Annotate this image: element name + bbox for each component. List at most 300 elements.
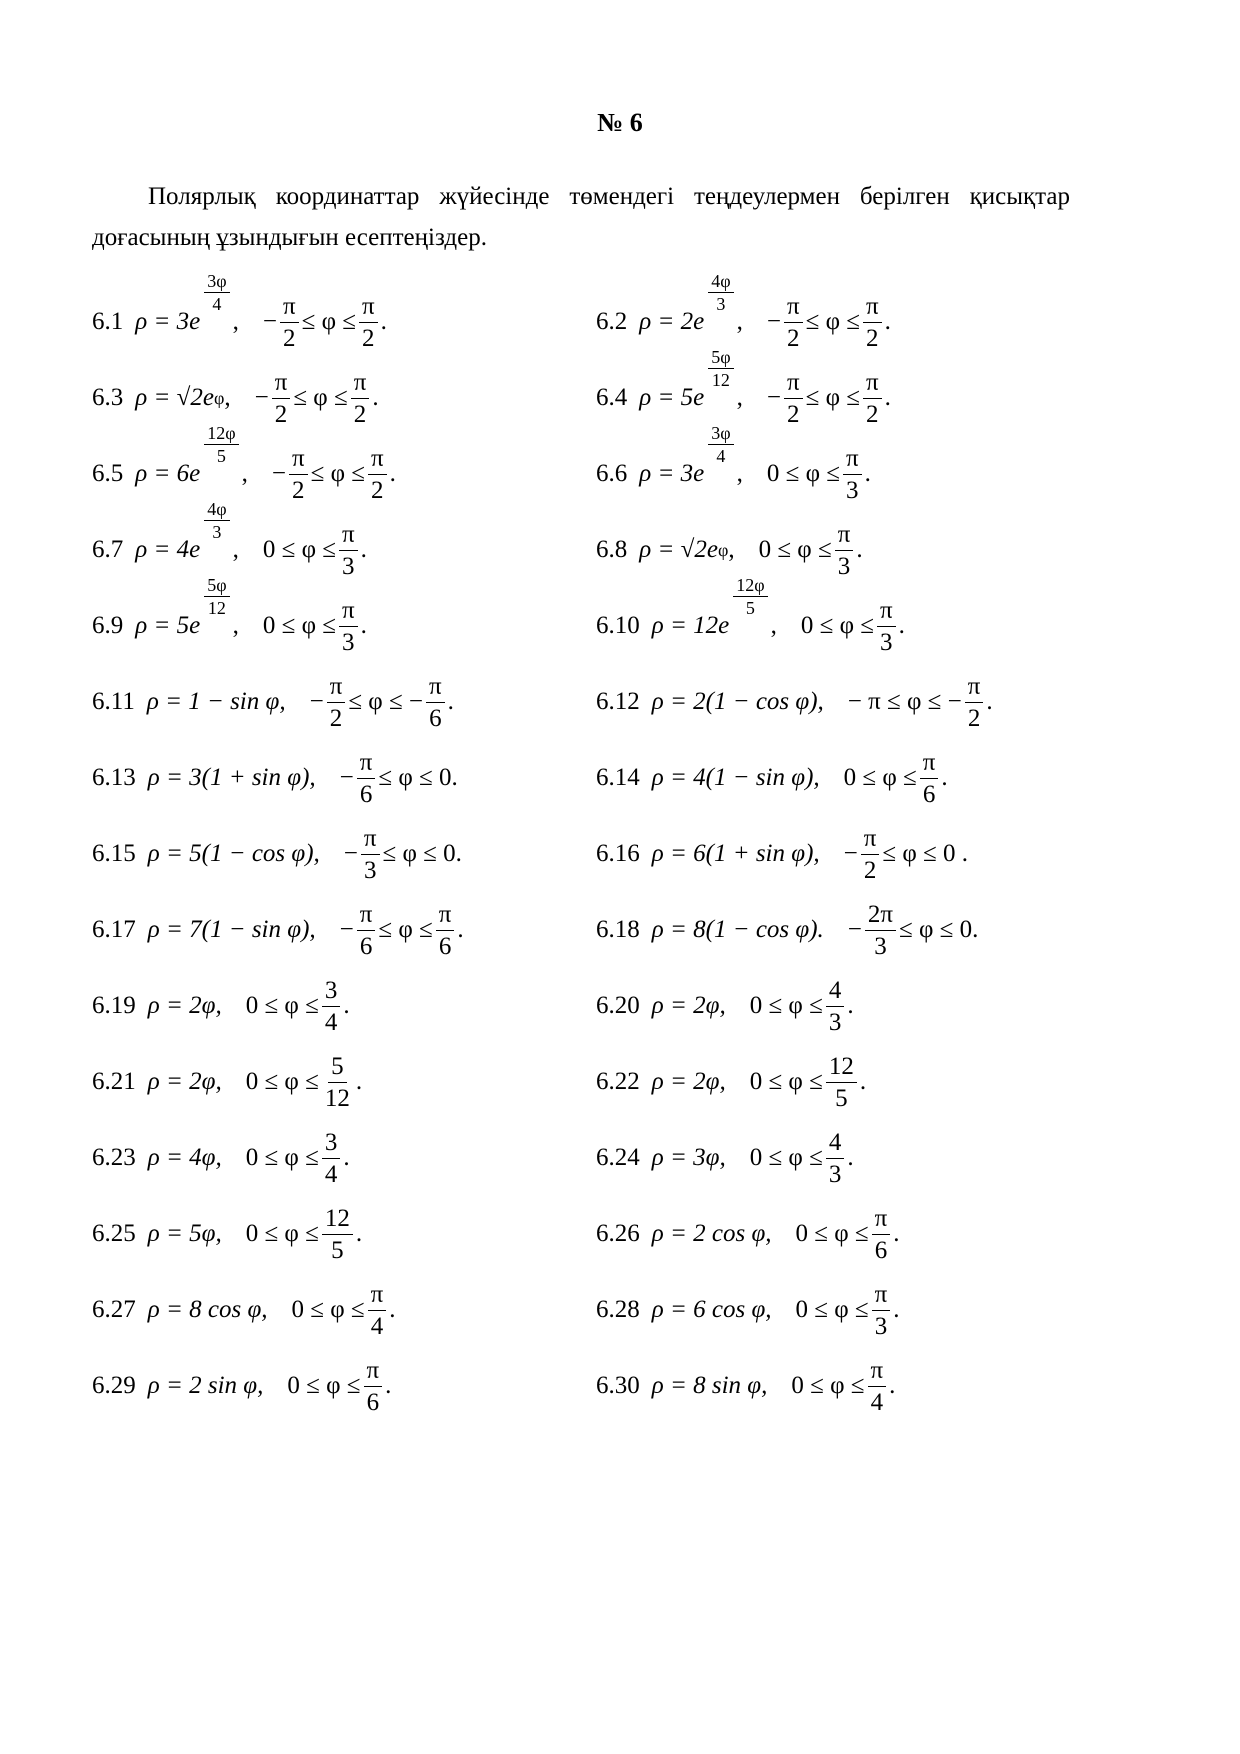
range-upper-fraction-numerator: π xyxy=(436,902,455,931)
range-upper-fraction-denominator: 3 xyxy=(846,476,859,504)
angle-range xyxy=(287,1358,391,1415)
range-upper-fraction-denominator: 6 xyxy=(366,1388,380,1416)
problem-number: 6.5 xyxy=(92,460,124,487)
angle-range xyxy=(292,1282,396,1339)
problem-number: 6.8 xyxy=(596,536,628,563)
range-prefix: − xyxy=(766,308,781,335)
equation-lhs: ρ = 5φ, xyxy=(147,1220,222,1247)
range-upper-fraction xyxy=(322,1206,353,1263)
range-suffix: . xyxy=(884,308,891,335)
range-upper-fraction-denominator: 2 xyxy=(967,704,981,732)
range-prefix: 0 ≤ φ ≤ xyxy=(262,612,336,639)
range-upper-fraction-numerator: π xyxy=(872,1206,891,1235)
range-upper-fraction-denominator: 2 xyxy=(371,476,384,504)
range-suffix: . xyxy=(343,992,350,1019)
problem-number: 6.9 xyxy=(92,612,124,639)
equation-lhs: ρ = 7(1 − sin φ), xyxy=(147,916,316,943)
range-lower-fraction-denominator: 2 xyxy=(787,400,800,428)
exponent-fraction-denominator: 4 xyxy=(212,293,222,314)
equation-lhs: ρ = 5e xyxy=(639,384,705,411)
range-upper-fraction-numerator: 4 xyxy=(826,1130,845,1159)
angle-range xyxy=(844,826,968,883)
equation-lhs: ρ = 6(1 + sin φ), xyxy=(651,840,820,867)
range-lower-fraction-denominator: 2 xyxy=(787,324,800,352)
range-suffix: . xyxy=(893,1296,900,1323)
exponent xyxy=(705,348,736,389)
problem-number: 6.26 xyxy=(596,1220,640,1247)
problem-number: 6.1 xyxy=(92,308,124,335)
range-upper-fraction xyxy=(436,902,455,959)
equation-lhs: ρ = 5(1 − cos φ), xyxy=(147,840,320,867)
angle-range xyxy=(767,446,871,503)
range-upper-fraction-numerator: π xyxy=(426,674,445,703)
range-upper-fraction-denominator: 3 xyxy=(880,628,893,656)
range-lower-fraction-numerator: π xyxy=(272,370,291,399)
range-upper-fraction-numerator: 4 xyxy=(826,978,845,1007)
range-prefix: 0 ≤ φ ≤ xyxy=(766,460,840,487)
equation-lhs: ρ = 2φ, xyxy=(147,992,222,1019)
problem-6-17 xyxy=(92,894,464,966)
problem-number: 6.6 xyxy=(596,460,628,487)
range-upper-fraction xyxy=(872,1282,891,1339)
page-title: № 6 xyxy=(597,108,643,137)
range-suffix: . xyxy=(898,612,905,639)
range-upper-fraction-denominator: 2 xyxy=(353,400,367,428)
range-upper-fraction-denominator: 4 xyxy=(324,1008,338,1036)
range-lower-fraction-numerator: π xyxy=(327,674,346,703)
range-lower-fraction-denominator: 6 xyxy=(359,780,373,808)
equation-lhs: ρ = 2φ, xyxy=(651,992,726,1019)
range-upper-fraction-denominator: 3 xyxy=(828,1008,842,1036)
equation-lhs: ρ = 6e xyxy=(135,460,201,487)
range-upper-fraction-numerator: π xyxy=(965,674,984,703)
range-suffix: . xyxy=(355,1068,363,1095)
range-upper-fraction xyxy=(826,978,845,1035)
exponent-fraction-numerator: 12φ xyxy=(733,576,767,597)
range-suffix: . xyxy=(859,1068,867,1095)
range-upper-fraction-denominator: 6 xyxy=(438,932,452,960)
range-upper-fraction-numerator: π xyxy=(364,1358,383,1387)
range-prefix: 0 ≤ φ ≤ xyxy=(791,1372,865,1399)
range-upper-fraction-numerator: π xyxy=(368,446,387,475)
problem-6-13 xyxy=(92,742,458,814)
range-middle: ≤ φ ≤ 0. xyxy=(382,840,462,867)
equation xyxy=(652,916,824,944)
range-upper-fraction-denominator: 5 xyxy=(835,1084,848,1112)
range-lower-fraction-numerator: π xyxy=(784,294,803,323)
range-upper-fraction-numerator: π xyxy=(339,598,358,627)
angle-range xyxy=(340,750,458,807)
range-prefix: 0 ≤ φ ≤ xyxy=(843,764,917,791)
equation-tail: , xyxy=(232,536,239,563)
range-upper-fraction-numerator: π xyxy=(868,1358,887,1387)
equation-lhs: ρ = 3(1 + sin φ), xyxy=(147,764,316,791)
range-upper-fraction-denominator: 3 xyxy=(874,1312,888,1340)
range-lower-fraction xyxy=(861,826,880,883)
equation-lhs: ρ = 1 − sin φ, xyxy=(146,688,286,715)
angle-range xyxy=(801,598,905,655)
exponent xyxy=(705,424,736,465)
range-suffix: . xyxy=(856,536,863,563)
problem-number: 6.25 xyxy=(92,1220,136,1247)
equation-lhs: ρ = 4e xyxy=(135,536,201,563)
problem-number: 6.19 xyxy=(92,992,136,1019)
range-lower-fraction xyxy=(327,674,346,731)
range-suffix: . xyxy=(893,1220,900,1247)
exponent-fraction-numerator: 4φ xyxy=(204,500,229,521)
equation-tail: , xyxy=(241,460,248,487)
range-middle: ≤ φ ≤ xyxy=(293,384,348,411)
angle-range xyxy=(848,902,979,959)
equation-tail: , xyxy=(770,612,777,639)
range-prefix: − xyxy=(843,840,858,867)
angle-range xyxy=(263,522,367,579)
range-upper-fraction-denominator: 3 xyxy=(342,628,355,656)
problem-6-15 xyxy=(92,818,462,890)
range-suffix: . xyxy=(941,764,948,791)
equation-lhs: ρ = 2 cos φ, xyxy=(651,1220,772,1247)
range-upper-fraction xyxy=(339,598,358,655)
problem-number: 6.7 xyxy=(92,536,124,563)
angle-range xyxy=(750,1054,866,1111)
angle-range xyxy=(246,1054,362,1111)
equation-lhs: ρ = 2φ, xyxy=(147,1068,222,1095)
range-upper-fraction xyxy=(835,522,854,579)
range-lower-fraction-numerator: π xyxy=(784,370,803,399)
equation xyxy=(148,764,316,792)
equation-lhs: ρ = 5e xyxy=(135,612,201,639)
range-upper-fraction xyxy=(322,1054,353,1111)
problem-number: 6.23 xyxy=(92,1144,136,1171)
angle-range xyxy=(263,294,387,351)
range-suffix: . xyxy=(385,1372,392,1399)
range-suffix: . xyxy=(447,688,454,715)
range-suffix: . xyxy=(847,1144,854,1171)
angle-range xyxy=(340,902,464,959)
range-prefix: 0 ≤ φ ≤ xyxy=(245,992,319,1019)
range-middle: ≤ φ ≤ xyxy=(805,384,860,411)
range-lower-fraction-numerator: π xyxy=(357,750,376,779)
exponent xyxy=(201,576,232,617)
range-upper-fraction xyxy=(364,1358,383,1415)
range-middle: ≤ φ ≤ xyxy=(301,308,356,335)
equation-lhs: ρ = 8 sin φ, xyxy=(651,1372,768,1399)
range-lower-fraction-numerator: 2π xyxy=(865,902,896,931)
equation-lhs: ρ = 3e xyxy=(639,460,705,487)
range-prefix: 0 ≤ φ ≤ xyxy=(795,1220,869,1247)
range-suffix: . xyxy=(355,1220,363,1247)
equation xyxy=(148,992,222,1020)
range-lower-fraction xyxy=(361,826,380,883)
range-upper-fraction xyxy=(863,294,882,351)
range-lower-fraction-numerator: π xyxy=(280,294,299,323)
problem-number: 6.27 xyxy=(92,1296,136,1323)
range-upper-fraction-denominator: 4 xyxy=(370,1312,384,1340)
range-prefix: 0 ≤ φ ≤ xyxy=(245,1144,319,1171)
problem-6-22 xyxy=(596,1046,866,1118)
range-lower-fraction xyxy=(865,902,896,959)
equation-tail: , xyxy=(736,384,743,411)
angle-range xyxy=(844,750,948,807)
problem-6-20 xyxy=(596,970,854,1042)
range-suffix: . xyxy=(847,992,854,1019)
range-suffix: . xyxy=(457,916,464,943)
angle-range xyxy=(796,1206,900,1263)
exponent-fraction xyxy=(708,424,733,465)
angle-range xyxy=(272,446,396,503)
problem-number: 6.3 xyxy=(92,384,124,411)
range-upper-fraction xyxy=(877,598,896,655)
range-upper-fraction-denominator: 5 xyxy=(331,1236,344,1264)
range-upper-fraction-numerator: π xyxy=(339,522,358,551)
range-lower-fraction-denominator: 2 xyxy=(292,476,305,504)
exponent-fraction xyxy=(204,272,229,313)
problem-number: 6.15 xyxy=(92,840,136,867)
equation-tail: , xyxy=(224,384,231,411)
exponent-fraction xyxy=(708,348,733,389)
range-suffix: . xyxy=(889,1372,896,1399)
equation xyxy=(148,840,320,868)
exponent-fraction xyxy=(204,424,238,465)
range-lower-fraction-numerator: π xyxy=(361,826,380,855)
problem-6-12 xyxy=(596,666,993,738)
equation xyxy=(652,1372,768,1400)
problem-number: 6.21 xyxy=(92,1068,136,1095)
range-upper-fraction-denominator: 12 xyxy=(324,1084,350,1112)
equation xyxy=(135,384,230,412)
range-prefix: − xyxy=(343,840,358,867)
problem-6-26 xyxy=(596,1198,900,1270)
angle-range xyxy=(750,978,854,1035)
problem-number: 6.20 xyxy=(596,992,640,1019)
problem-number: 6.4 xyxy=(596,384,628,411)
range-middle: ≤ φ ≤ 0. xyxy=(899,916,979,943)
exponent-fraction-numerator: 3φ xyxy=(708,424,733,445)
range-upper-fraction xyxy=(351,370,370,427)
range-lower-fraction-numerator: π xyxy=(861,826,880,855)
range-prefix: 0 ≤ φ ≤ xyxy=(287,1372,361,1399)
equation xyxy=(148,1296,268,1324)
problem-6-28 xyxy=(596,1274,900,1346)
range-upper-fraction-denominator: 6 xyxy=(922,780,936,808)
equation xyxy=(652,992,726,1020)
exponent-fraction-numerator: 4φ xyxy=(708,272,733,293)
range-upper-fraction xyxy=(843,446,862,503)
range-lower-fraction-denominator: 2 xyxy=(274,400,288,428)
range-upper-fraction xyxy=(826,1130,845,1187)
range-upper-fraction-denominator: 3 xyxy=(342,552,355,580)
range-suffix: . xyxy=(389,1296,396,1323)
exponent xyxy=(201,500,232,541)
range-suffix: . xyxy=(986,688,993,715)
exponent-fraction xyxy=(708,272,733,313)
equation xyxy=(148,1144,222,1172)
range-lower-fraction-denominator: 3 xyxy=(874,932,887,960)
exponent-fraction-denominator: 4 xyxy=(716,445,726,466)
equation xyxy=(147,688,286,716)
range-suffix: . xyxy=(343,1144,350,1171)
range-prefix: − xyxy=(766,384,781,411)
problem-6-11 xyxy=(92,666,454,738)
range-upper-fraction xyxy=(863,370,882,427)
range-prefix: 0 ≤ φ ≤ xyxy=(749,992,823,1019)
range-upper-fraction xyxy=(359,294,378,351)
equation xyxy=(148,1068,222,1096)
range-suffix: . xyxy=(372,384,379,411)
range-prefix: − xyxy=(339,916,354,943)
range-middle: ≤ φ ≤ xyxy=(805,308,860,335)
angle-range xyxy=(848,674,993,731)
range-upper-fraction-numerator: π xyxy=(368,1282,387,1311)
task-statement: Полярлық координаттар жүйесінде төмендегі теңдеулермен берілген қисықтар доғасының ұзындығын есептеңіздер. xyxy=(92,183,1070,251)
equation-tail: , xyxy=(232,612,239,639)
range-suffix: . xyxy=(864,460,871,487)
angle-range xyxy=(791,1358,895,1415)
range-upper-fraction-denominator: 6 xyxy=(874,1236,888,1264)
exponent-fraction xyxy=(204,576,229,617)
range-lower-fraction-denominator: 2 xyxy=(283,324,296,352)
problem-number: 6.22 xyxy=(596,1068,640,1095)
range-prefix: − xyxy=(262,308,277,335)
range-upper-fraction-denominator: 2 xyxy=(362,324,375,352)
exponent-fraction-denominator: 5 xyxy=(745,597,755,618)
range-prefix: 0 ≤ φ ≤ xyxy=(262,536,336,563)
equation xyxy=(148,1220,222,1248)
range-suffix: . xyxy=(380,308,387,335)
problem-6-30 xyxy=(596,1350,895,1422)
range-lower-fraction-numerator: π xyxy=(289,446,308,475)
angle-range xyxy=(767,370,891,427)
range-prefix: − xyxy=(339,764,354,791)
range-upper-fraction-denominator: 3 xyxy=(828,1160,842,1188)
exponential-term xyxy=(639,536,728,564)
angle-range xyxy=(767,294,891,351)
range-lower-fraction xyxy=(289,446,308,503)
equation-tail: , xyxy=(736,308,743,335)
exponent-fraction xyxy=(204,500,229,541)
range-upper-fraction-numerator: π xyxy=(359,294,378,323)
range-upper-fraction-numerator: π xyxy=(863,294,882,323)
range-lower-fraction-numerator: π xyxy=(357,902,376,931)
range-upper-fraction xyxy=(868,1358,887,1415)
range-middle: ≤ φ ≤ xyxy=(378,916,433,943)
problem-6-23 xyxy=(92,1122,350,1194)
range-upper-fraction xyxy=(826,1054,857,1111)
equation xyxy=(148,1372,264,1400)
angle-range xyxy=(246,978,350,1035)
problem-6-27 xyxy=(92,1274,396,1346)
equation-lhs: ρ = 3e xyxy=(135,308,201,335)
range-lower-fraction xyxy=(784,294,803,351)
range-lower-fraction-denominator: 2 xyxy=(863,856,877,884)
equation-tail: , xyxy=(232,308,239,335)
equation xyxy=(652,1220,772,1248)
angle-range xyxy=(246,1130,350,1187)
equation-lhs: ρ = 8(1 − cos φ). xyxy=(651,916,824,943)
equation-tail: , xyxy=(728,536,735,563)
range-upper-fraction-denominator: 4 xyxy=(324,1160,338,1188)
problem-number: 6.28 xyxy=(596,1296,640,1323)
problem-number: 6.18 xyxy=(596,916,640,943)
range-prefix: 0 ≤ φ ≤ xyxy=(758,536,832,563)
problem-number: 6.29 xyxy=(92,1372,136,1399)
range-upper-fraction xyxy=(872,1206,891,1263)
range-prefix: − xyxy=(271,460,286,487)
exponent xyxy=(705,272,736,313)
range-upper-fraction-numerator: π xyxy=(835,522,854,551)
range-lower-fraction xyxy=(357,902,376,959)
exponent-fraction-denominator: 12 xyxy=(207,597,226,618)
exponent-fraction xyxy=(733,576,767,617)
problem-number: 6.16 xyxy=(596,840,640,867)
range-upper-fraction xyxy=(426,674,445,731)
range-prefix: 0 ≤ φ ≤ xyxy=(245,1068,319,1095)
range-upper-fraction xyxy=(368,446,387,503)
range-lower-fraction-denominator: 2 xyxy=(329,704,343,732)
problem-number: 6.11 xyxy=(92,688,135,715)
equation-lhs: ρ = 2 sin φ, xyxy=(147,1372,264,1399)
exponent: φ xyxy=(213,387,225,408)
range-upper-fraction xyxy=(322,978,341,1035)
exponent xyxy=(730,576,770,617)
problem-6-29 xyxy=(92,1350,391,1422)
range-upper-fraction xyxy=(920,750,939,807)
equation xyxy=(652,688,824,716)
problem-number: 6.12 xyxy=(596,688,640,715)
equation-lhs: ρ = √2e xyxy=(639,536,718,563)
exponent-fraction-numerator: 3φ xyxy=(204,272,229,293)
range-upper-fraction-numerator: π xyxy=(920,750,939,779)
range-upper-fraction-numerator: 12 xyxy=(322,1206,353,1235)
equation-lhs: ρ = √2e xyxy=(135,384,214,411)
exponent-fraction-numerator: 5φ xyxy=(708,348,733,369)
range-upper-fraction xyxy=(339,522,358,579)
range-lower-fraction xyxy=(784,370,803,427)
angle-range xyxy=(344,826,462,883)
equation-lhs: ρ = 12e xyxy=(651,612,730,639)
range-prefix: 0 ≤ φ ≤ xyxy=(245,1220,319,1247)
range-upper-fraction-denominator: 6 xyxy=(429,704,442,732)
exponent-fraction-denominator: 5 xyxy=(216,445,226,466)
range-middle: ≤ φ ≤ − xyxy=(348,688,424,715)
range-prefix: − xyxy=(309,688,324,715)
equation xyxy=(652,1296,772,1324)
angle-range xyxy=(750,1130,854,1187)
angle-range xyxy=(759,522,863,579)
equation-lhs: ρ = 4(1 − sin φ), xyxy=(651,764,820,791)
problem-number: 6.17 xyxy=(92,916,136,943)
angle-range xyxy=(263,598,367,655)
exponent xyxy=(201,424,241,465)
problem-6-24 xyxy=(596,1122,854,1194)
range-prefix: 0 ≤ φ ≤ xyxy=(291,1296,365,1323)
range-upper-fraction-numerator: π xyxy=(877,598,896,627)
range-lower-fraction xyxy=(272,370,291,427)
range-lower-fraction xyxy=(280,294,299,351)
range-upper-fraction-numerator: π xyxy=(843,446,862,475)
range-lower-fraction xyxy=(357,750,376,807)
angle-range xyxy=(246,1206,362,1263)
problem-number: 6.13 xyxy=(92,764,136,791)
equation xyxy=(148,916,316,944)
equation xyxy=(652,1144,726,1172)
angle-range xyxy=(310,674,454,731)
exponent-fraction-denominator: 3 xyxy=(716,293,726,314)
range-suffix: . xyxy=(360,612,367,639)
equation-lhs: ρ = 3φ, xyxy=(651,1144,726,1171)
equation-lhs: ρ = 2(1 − cos φ), xyxy=(651,688,824,715)
range-suffix: . xyxy=(884,384,891,411)
